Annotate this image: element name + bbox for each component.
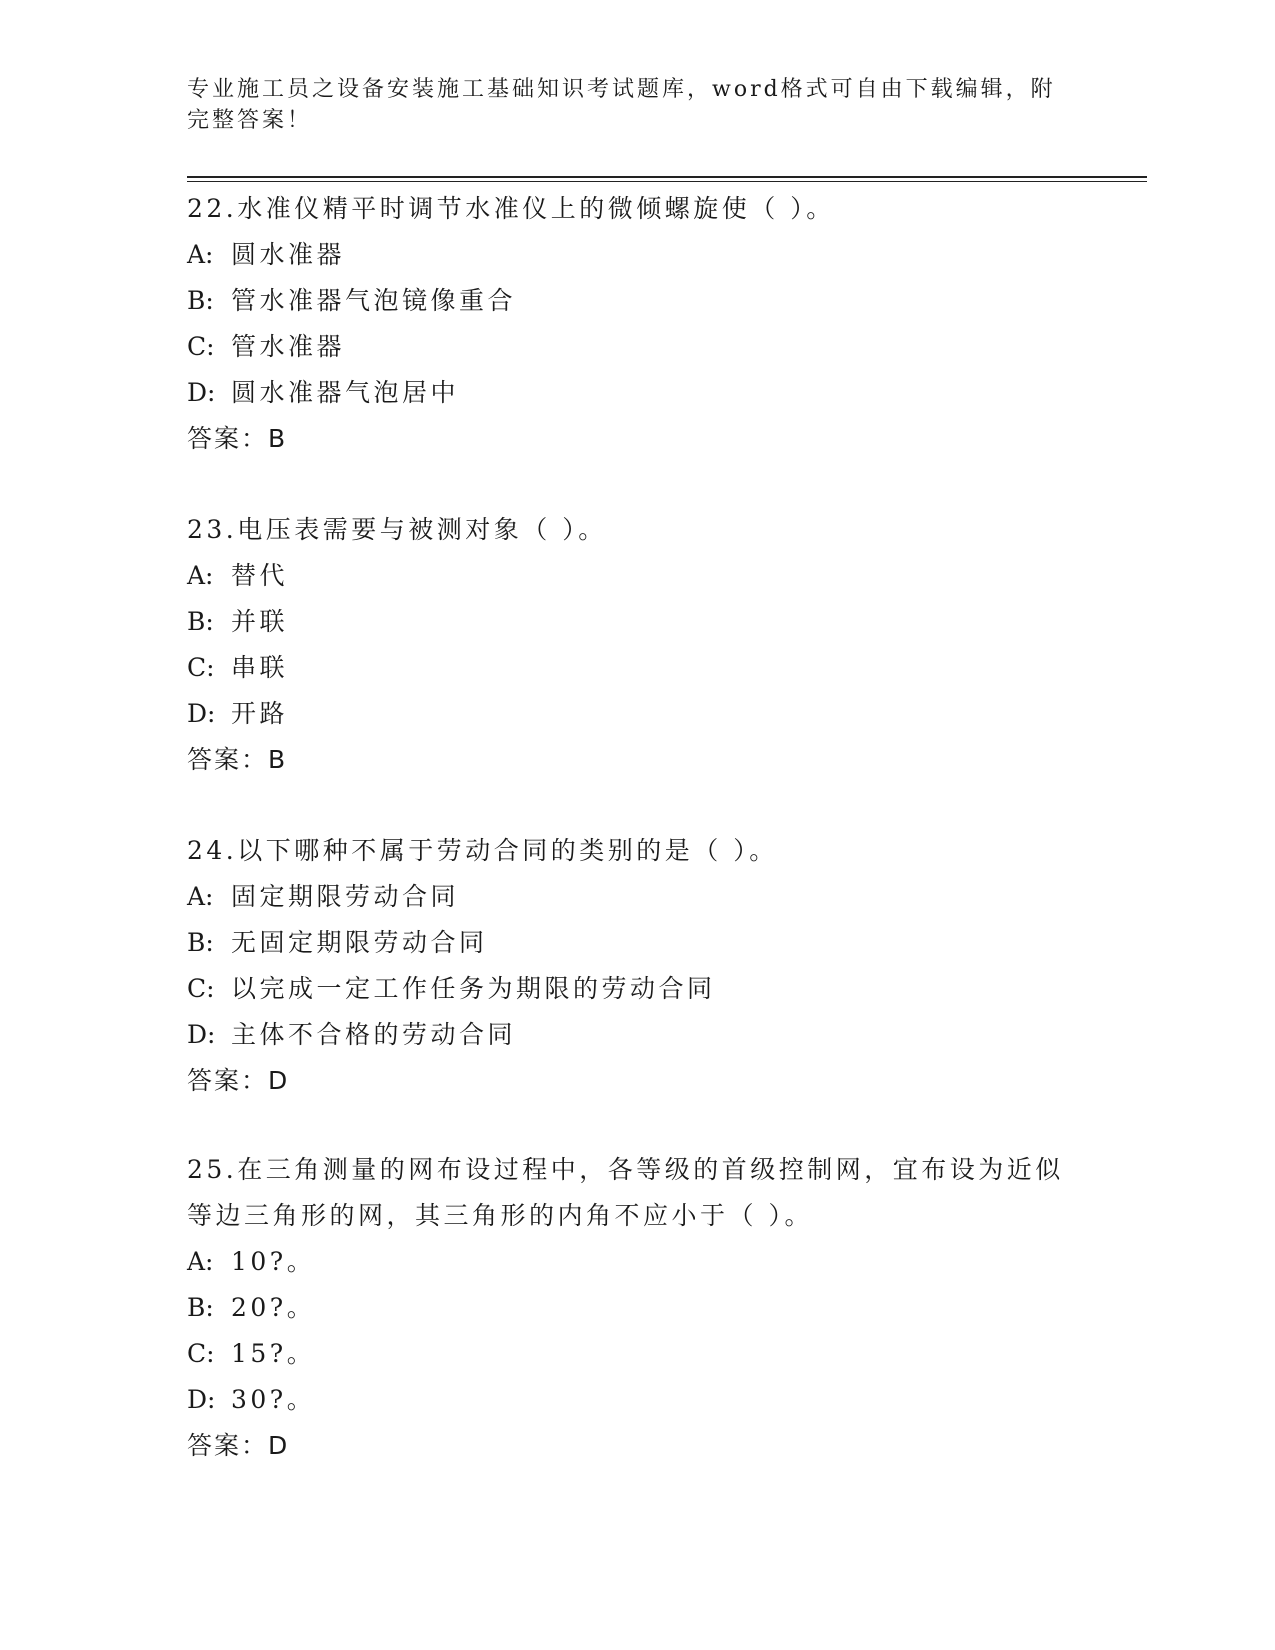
option-d (187, 370, 1087, 416)
option-text: 10?。 (231, 1247, 316, 1276)
option-letter: A: (187, 1247, 214, 1276)
answer-line: 答案：D (187, 1066, 290, 1095)
option-text: 管水准器气泡镜像重合 (231, 286, 517, 315)
option-a (187, 553, 1087, 599)
question-23 (187, 507, 1087, 783)
option-b (187, 920, 1087, 966)
option-c (187, 1331, 1077, 1377)
question-stem: 23.电压表需要与被测对象（ ）。 (187, 515, 607, 544)
option-text: 并联 (231, 607, 289, 636)
option-text: 开路 (231, 699, 289, 728)
option-letter: C: (187, 1339, 215, 1368)
question-stem: 22.水准仪精平时调节水准仪上的微倾螺旋使（ ）。 (187, 194, 835, 223)
option-text: 无固定期限劳动合同 (231, 928, 488, 957)
option-d (187, 1012, 1087, 1058)
question-24 (187, 828, 1087, 1104)
option-text: 以完成一定工作任务为期限的劳动合同 (231, 974, 716, 1003)
question-22 (187, 186, 1087, 462)
option-text: 圆水准器 (231, 240, 346, 269)
option-letter: C: (187, 332, 215, 361)
option-letter: D: (187, 378, 216, 407)
option-text: 15?。 (231, 1339, 316, 1368)
answer-line: 答案：B (187, 745, 288, 774)
option-text: 管水准器 (231, 332, 346, 361)
option-letter: D: (187, 1020, 216, 1049)
header-divider-thin (187, 181, 1147, 182)
option-c (187, 324, 1087, 370)
option-letter: B: (187, 1293, 214, 1322)
question-25 (187, 1147, 1077, 1469)
option-text: 30?。 (231, 1385, 316, 1414)
option-a (187, 232, 1087, 278)
option-text: 主体不合格的劳动合同 (231, 1020, 517, 1049)
answer-line: 答案：B (187, 424, 288, 453)
option-letter: A: (187, 882, 214, 911)
option-text: 固定期限劳动合同 (231, 882, 460, 911)
option-letter: D: (187, 699, 216, 728)
answer-line: 答案：D (187, 1431, 290, 1460)
document-header: 专业施工员之设备安装施工基础知识考试题库，word格式可自由下载编辑，附完整答案！ (187, 77, 1056, 133)
option-b (187, 1285, 1077, 1331)
option-text: 20?。 (231, 1293, 316, 1322)
option-c (187, 645, 1087, 691)
option-text: 串联 (231, 653, 289, 682)
option-letter: D: (187, 1385, 216, 1414)
option-d (187, 1377, 1077, 1423)
option-text: 替代 (231, 561, 289, 590)
option-c (187, 966, 1087, 1012)
option-letter: B: (187, 286, 214, 315)
option-d (187, 691, 1087, 737)
option-letter: A: (187, 240, 214, 269)
question-stem: 24.以下哪种不属于劳动合同的类别的是（ ）。 (187, 836, 778, 865)
option-letter: C: (187, 974, 215, 1003)
option-a (187, 874, 1087, 920)
option-letter: C: (187, 653, 215, 682)
option-letter: A: (187, 561, 214, 590)
question-stem: 25.在三角测量的网布设过程中，各等级的首级控制网，宜布设为近似等边三角形的网，其三角形的内角不应小于（ ）。 (187, 1155, 1064, 1230)
option-b (187, 278, 1087, 324)
option-letter: B: (187, 607, 214, 636)
option-letter: B: (187, 928, 214, 957)
header-divider-thick (187, 176, 1147, 178)
option-a (187, 1239, 1077, 1285)
option-b (187, 599, 1087, 645)
option-text: 圆水准器气泡居中 (231, 378, 460, 407)
